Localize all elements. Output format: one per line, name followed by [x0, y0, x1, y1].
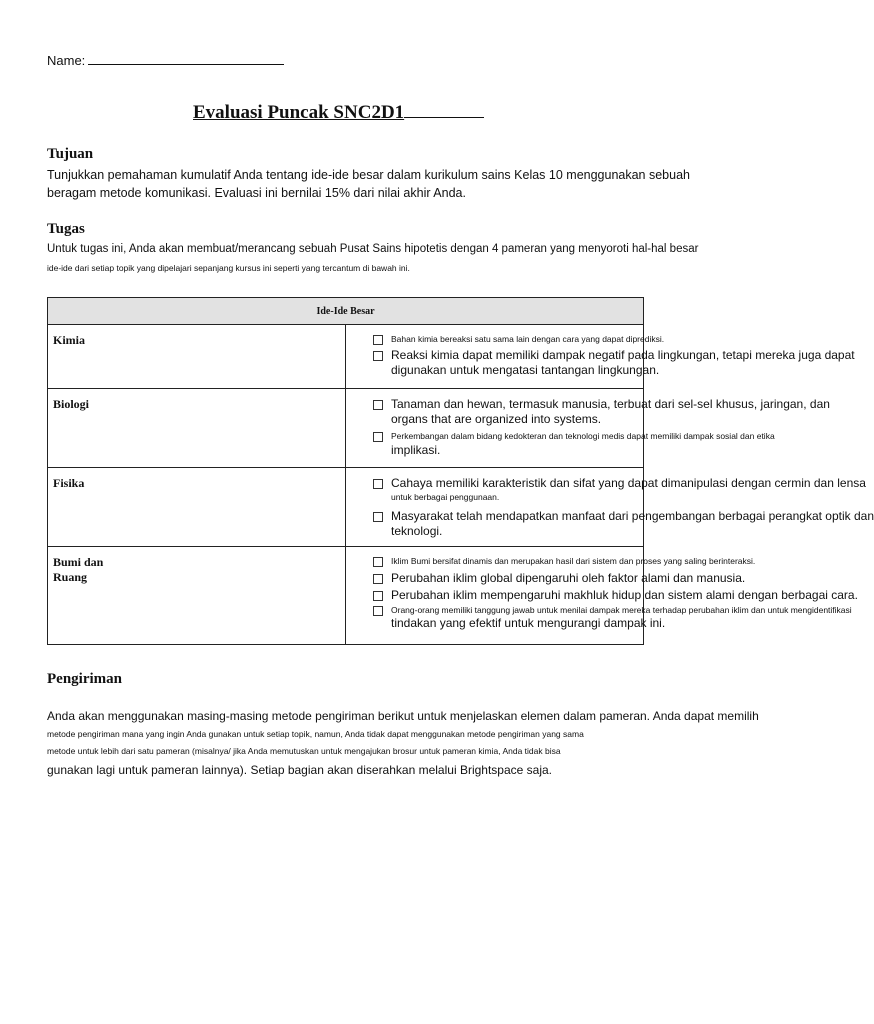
item-text: tindakan yang efektif untuk mengurangi dampak ini. [391, 616, 666, 630]
item-text: Orang-orang memiliki tanggung jawab untuk menilai dampak mereka terhadap perubahan iklim dan untuk mengidentifikasi [391, 605, 852, 615]
checkbox[interactable] [373, 479, 383, 489]
checkbox[interactable] [373, 351, 383, 361]
checkbox[interactable] [373, 591, 383, 601]
item-text: Bahan kimia bereaksi satu sama lain dengan cara yang dapat diprediksi. [391, 334, 665, 344]
checklist-item [373, 604, 852, 616]
checkbox[interactable] [373, 512, 383, 522]
document-title [193, 101, 484, 124]
item-continuation [373, 616, 666, 631]
item-text: implikasi. [391, 443, 441, 457]
checkbox[interactable] [373, 574, 383, 584]
checkbox[interactable] [373, 606, 383, 616]
checklist-item [373, 509, 874, 524]
table-row-fisika [48, 468, 644, 547]
tugas-line-1: Untuk tugas ini, Anda akan membuat/merancang sebuah Pusat Sains hipotetis dengan 4 pameran yang menyoroti hal-hal besar [47, 243, 699, 255]
items-bumi-dan-ruang [346, 547, 858, 645]
checklist-item [373, 571, 746, 586]
checkbox[interactable] [373, 432, 383, 442]
items-biologi [346, 389, 830, 468]
item-text: Cahaya memiliki karakteristik dan sifat yang dapat dimanipulasi dengan cermin dan lensa [391, 476, 866, 490]
tujuan-line-2: beragam metode komunikasi. Evaluasi ini bernilai 15% dari nilai akhir Anda. [47, 186, 466, 200]
checklist-item [373, 430, 775, 442]
item-continuation [373, 412, 643, 427]
item-text: Perubahan iklim global dipengaruhi oleh faktor alami dan manusia. [391, 571, 746, 585]
pengiriman-line-2: metode pengiriman mana yang ingin Anda gunakan untuk setiap topik, namun, Anda tidak dapat menggunakan metode pengiriman yang sama [47, 729, 584, 739]
item-continuation [373, 443, 643, 458]
pengiriman-line-1: Anda akan menggunakan masing-masing metode pengiriman berikut untuk menjelaskan elemen dalam pameran. Anda dapat memilih [47, 709, 759, 723]
checklist-item [373, 348, 855, 363]
category-bumi-dan-ruang [48, 547, 346, 645]
title-blank-line [404, 101, 484, 118]
item-text: Perkembangan dalam bidang kedokteran dan teknologi medis dapat memiliki dampak sosial dan etika [391, 431, 775, 441]
item-text: untuk berbagai penggunaan. [391, 492, 500, 502]
checklist-item [373, 397, 830, 412]
tugas-line-2: ide-ide dari setiap topik yang dipelajari sepanjang kursus ini seperti yang tercantum di bawah ini. [47, 263, 410, 273]
pengiriman-heading: Pengiriman [47, 671, 122, 687]
item-continuation [373, 491, 643, 503]
category-fisika: Fisika [48, 468, 346, 547]
item-text: Perubahan iklim mempengaruhi makhluk hidup dan sistem alami dengan berbagai cara. [391, 588, 858, 602]
item-text: teknologi. [391, 524, 443, 538]
checkbox[interactable] [373, 557, 383, 567]
tujuan-heading: Tujuan [47, 146, 94, 162]
item-text: digunakan untuk mengatasi tantangan lingkungan. [391, 363, 660, 377]
pengiriman-line-3: metode untuk lebih dari satu pameran (misalnya/ jika Anda memutuskan untuk mengajukan brosur untuk pameran kimia, Anda tidak bisa [47, 746, 561, 756]
category-line: Ruang [53, 570, 88, 584]
category-kimia: Kimia [48, 325, 346, 389]
item-continuation [373, 363, 660, 378]
table-row-biologi [48, 389, 644, 468]
item-text: Masyarakat telah mendapatkan manfaat dari pengembangan berbagai perangkat optik dan [391, 509, 874, 523]
checklist-item [373, 333, 665, 345]
items-fisika [346, 468, 874, 547]
title-text: Evaluasi Puncak SNC2D1 [193, 102, 405, 123]
name-field [47, 52, 284, 68]
category-line: Bumi dan [53, 555, 104, 569]
table-header: Ide-Ide Besar [48, 298, 644, 325]
item-text: Tanaman dan hewan, termasuk manusia, terbuat dari sel-sel khusus, jaringan, dan [391, 397, 830, 411]
checkbox[interactable] [373, 400, 383, 410]
pengiriman-line-4: gunakan lagi untuk pameran lainnya). Setiap bagian akan diserahkan melalui Brightspace saja. [47, 763, 552, 777]
items-kimia [346, 325, 855, 389]
item-text: organs that are organized into systems. [391, 412, 602, 426]
item-text: Iklim Bumi bersifat dinamis dan merupakan hasil dari sistem dan proses yang saling berinteraksi. [391, 556, 756, 566]
name-blank-line[interactable] [88, 52, 284, 65]
table-row-bumi-dan-ruang [48, 547, 644, 645]
tujuan-line-1: Tunjukkan pemahaman kumulatif Anda tentang ide-ide besar dalam kurikulum sains Kelas 10 menggunakan sebuah [47, 168, 690, 182]
item-text: Reaksi kimia dapat memiliki dampak negatif pada lingkungan, tetapi mereka juga dapat [391, 348, 855, 362]
item-continuation [373, 524, 643, 539]
name-label: Name: [47, 53, 86, 68]
checklist-item [373, 588, 858, 603]
category-biologi: Biologi [48, 389, 346, 468]
table-row-kimia [48, 325, 644, 389]
big-ideas-table [47, 297, 874, 645]
checklist-item [373, 476, 866, 491]
tugas-heading: Tugas [47, 221, 85, 237]
checkbox[interactable] [373, 335, 383, 345]
checklist-item [373, 555, 756, 567]
